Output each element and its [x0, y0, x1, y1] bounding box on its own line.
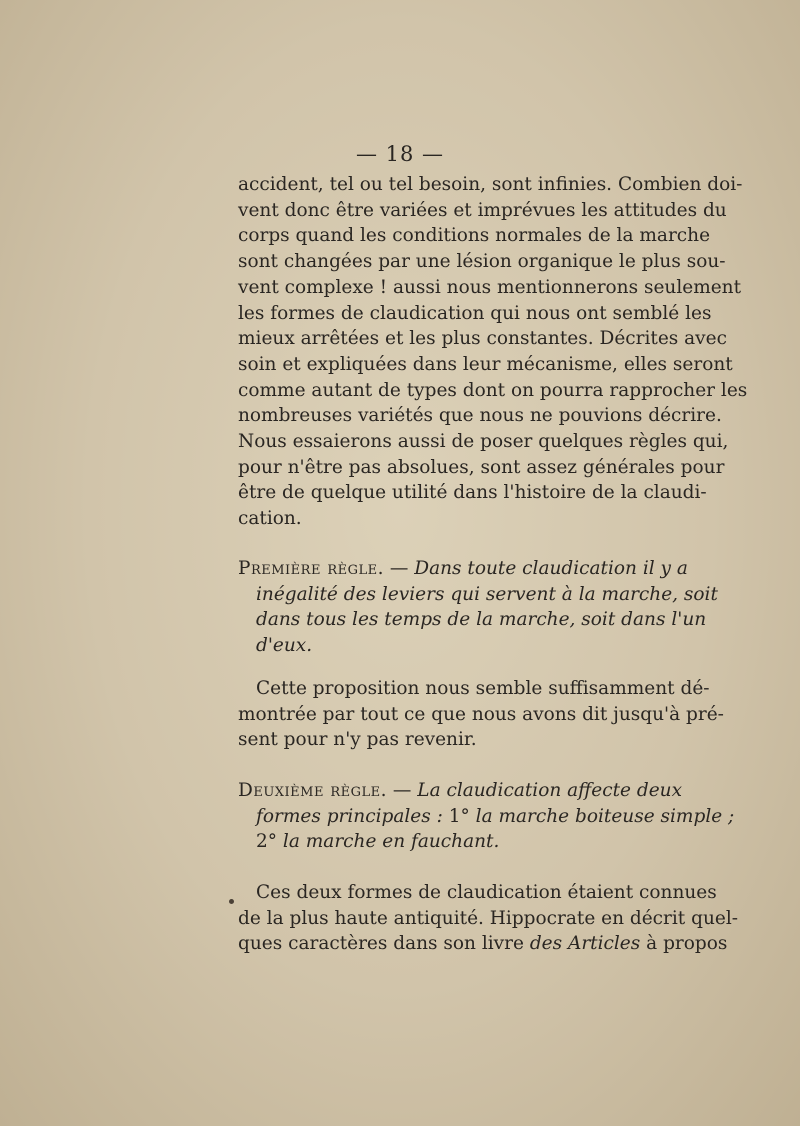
text-line: Nous essaierons aussi de poser quelques règles qui,	[238, 431, 729, 453]
text-fragment: à propos	[646, 933, 728, 955]
text-line: Ces deux formes de claudication étaient connues	[256, 882, 717, 903]
rule-first-text: Dans toute claudication il y a	[414, 558, 688, 579]
text-line: pour n'être pas absolues, sont assez générales pour	[238, 456, 725, 478]
rule-first-heading: Première règle.	[238, 558, 384, 579]
text-line: d'eux.	[256, 635, 313, 657]
text-line: être de quelque utilité dans l'histoire de la claudi-	[238, 482, 707, 504]
text-line: vent complexe ! aussi nous mentionnerons seulement	[238, 276, 742, 298]
paragraph-proposition	[238, 676, 724, 753]
numeral: 1°	[448, 805, 470, 827]
rule-second-line-3	[238, 829, 678, 855]
text-line: Cette proposition nous semble suffisamment dé-	[256, 678, 710, 699]
text-line: de la plus haute antiquité. Hippocrate en décrit quel-	[238, 907, 738, 929]
text-line: les formes de claudication qui nous ont semblé les	[238, 302, 712, 324]
paragraph-intro	[238, 172, 748, 532]
page-number: — 18 —	[355, 142, 445, 166]
rule-second	[238, 778, 735, 855]
rule-second-line-2	[238, 804, 735, 830]
text-fragment: formes principales :	[256, 805, 443, 827]
text-line: vent donc être variées et imprévues les attitudes du	[238, 199, 727, 221]
text-fragment: la marche boiteuse simple ;	[475, 805, 735, 827]
text-fragment: la marche en fauchant.	[282, 831, 500, 853]
rule-first-line-1	[238, 556, 688, 582]
text-line: comme autant de types dont on pourra rapprocher les	[238, 379, 748, 401]
rule-dash: —	[389, 558, 409, 579]
paragraph-forms	[238, 880, 738, 957]
rule-first	[238, 556, 718, 659]
text-line: inégalité des leviers qui servent à la marche, soit	[256, 583, 718, 605]
numeral: 2°	[256, 831, 278, 853]
rule-second-line-1	[238, 778, 682, 804]
text-line: sont changées par une lésion organique le plus sou-	[238, 251, 726, 273]
rule-second-text: La claudication affecte deux	[417, 780, 682, 801]
book-title: des Articles	[529, 933, 641, 955]
text-line: soin et expliquées dans leur mécanisme, elles seront	[238, 353, 733, 375]
text-line: accident, tel ou tel besoin, sont infinies. Combien doi-	[238, 174, 743, 195]
rule-dash: —	[392, 780, 412, 801]
text-fragment: ques caractères dans son livre	[238, 933, 524, 955]
text-line: mieux arrêtées et les plus constantes. Décrites avec	[238, 328, 727, 350]
text-line: cation.	[238, 508, 302, 530]
text-line: sent pour n'y pas revenir.	[238, 729, 477, 751]
text-line: nombreuses variétés que nous ne pouvions décrire.	[238, 405, 722, 427]
text-line-last	[238, 931, 728, 957]
rule-second-heading: Deuxième règle.	[238, 780, 388, 801]
text-line: dans tous les temps de la marche, soit dans l'un	[256, 609, 707, 631]
ink-spot	[229, 899, 234, 904]
text-line: montrée par tout ce que nous avons dit jusqu'à pré-	[238, 703, 724, 725]
text-line: corps quand les conditions normales de la marche	[238, 225, 711, 247]
